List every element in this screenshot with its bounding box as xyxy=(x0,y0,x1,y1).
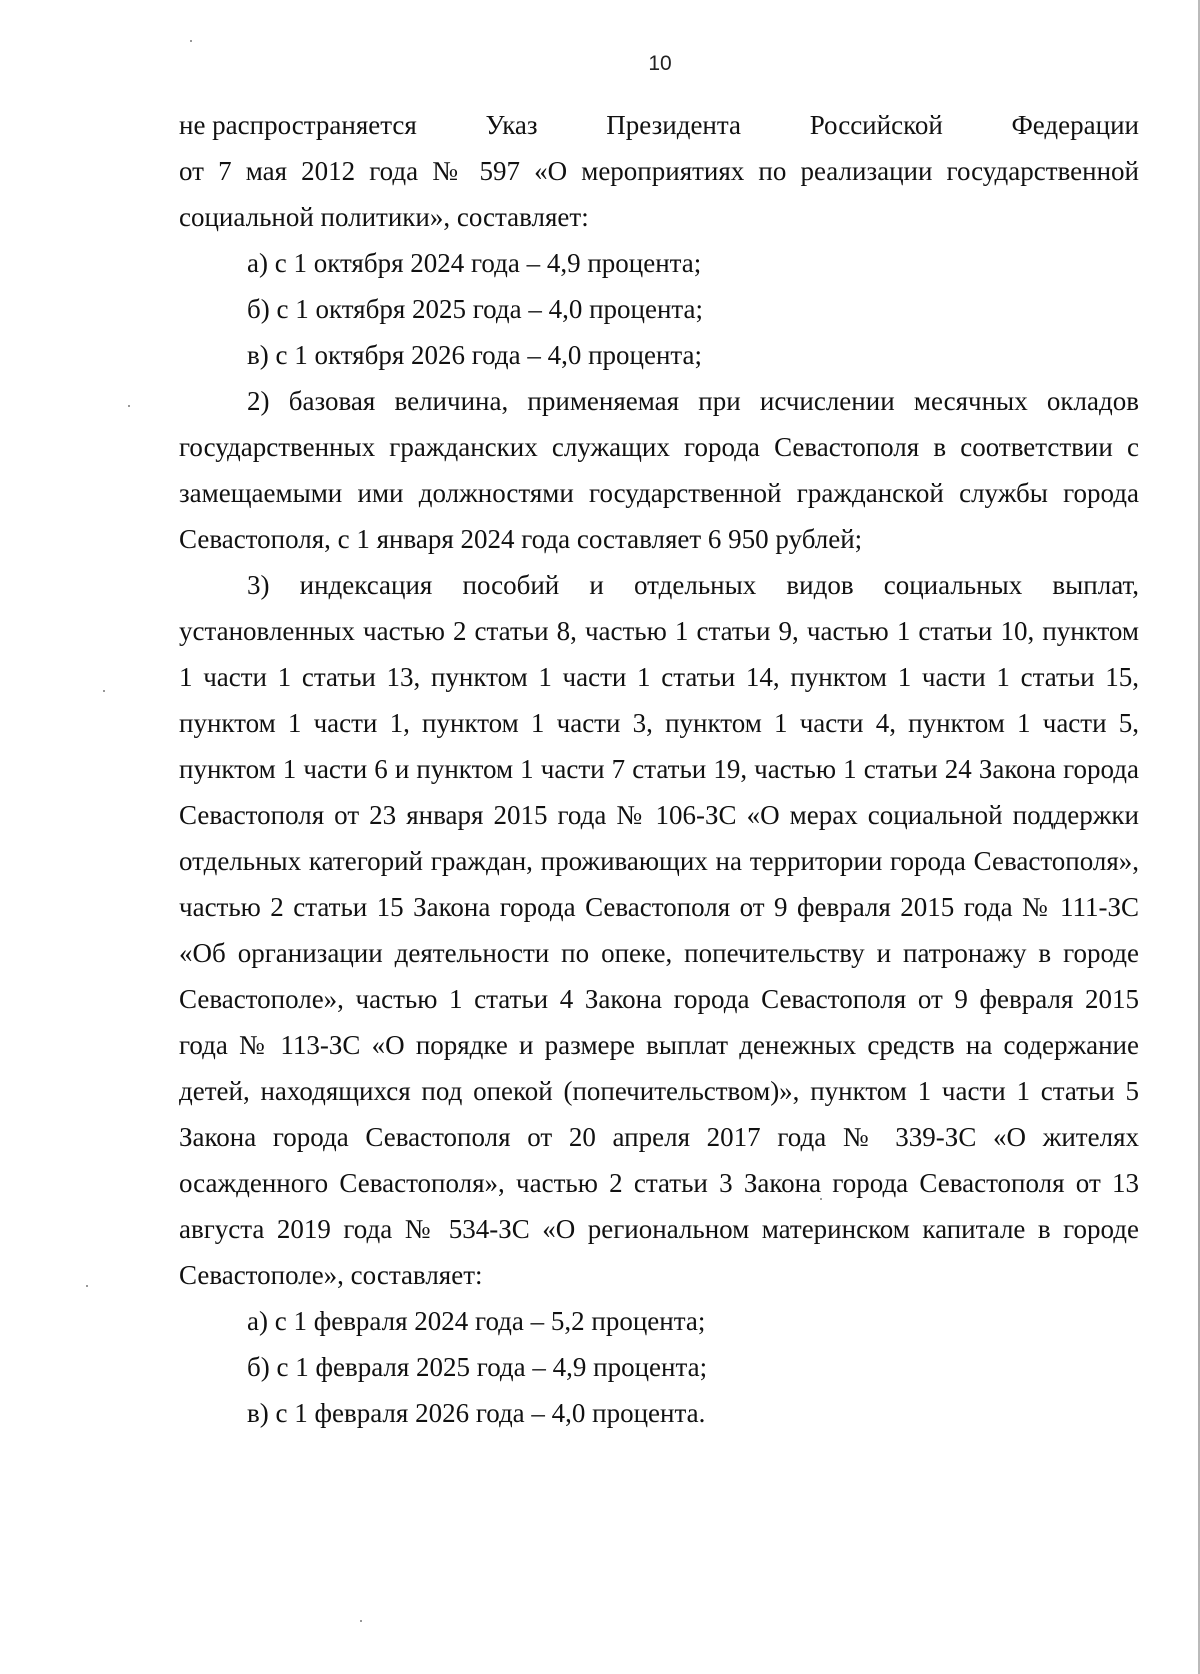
scan-speck xyxy=(360,1620,362,1622)
list-item-2b: б) с 1 февраля 2025 года – 4,9 процента; xyxy=(247,1352,708,1382)
paragraph-1-continuation: от 7 мая 2012 года № 597 «О мероприятиях по реализации государственной социальной политики», составляет: xyxy=(179,156,1139,232)
text-fragment: Указ xyxy=(485,110,538,140)
text-fragment: Российской xyxy=(809,110,943,140)
paragraph-1-first-line xyxy=(179,102,1139,148)
scan-speck xyxy=(820,1198,822,1200)
text-fragment: Федерации xyxy=(1011,110,1139,140)
scan-speck xyxy=(86,1285,88,1287)
scan-speck xyxy=(128,405,130,407)
list-item-2a: а) с 1 февраля 2024 года – 5,2 процента; xyxy=(247,1306,706,1336)
list-item-2c: в) с 1 февраля 2026 года – 4,0 процента. xyxy=(247,1398,706,1428)
list-item-1c: в) с 1 октября 2026 года – 4,0 процента; xyxy=(247,340,703,370)
list-item-1a: а) с 1 октября 2024 года – 4,9 процента; xyxy=(247,248,702,278)
paragraph-2-base-value: 2) базовая величина, применяемая при исчислении месячных окладов государственных гражданских служащих города Севастополя в соответствии с замещаемыми ими должностями государственной гражданской службы города Севастополя, с 1 января 2024 года составляет 6 950 рублей; xyxy=(179,386,1139,554)
paragraph-3-indexation: 3) индексация пособий и отдельных видов социальных выплат, установленных частью 2 статьи 8, частью 1 статьи 9, частью 1 статьи 10, пунктом 1 части 1 статьи 13, пунктом 1 части 1 статьи 14, пунктом 1 части 1 статьи 15, пунктом 1 части 1, пунктом 1 части 3, пунктом 1 части 4, пунктом 1 части 5, пунктом 1 части 6 и пунктом 1 части 7 статьи 19, частью 1 статьи 24 Закона города Севастополя от 23 января 2015 года № 106-ЗС «О мерах социальной поддержки отдельных категорий граждан, проживающих на территории города Севастополя», частью 2 статьи 15 Закона города Севастополя от 9 февраля 2015 года № 111-ЗС «Об организации деятельности по опеке, попечительству и патронажу в городе Севастополе», частью 1 статьи 4 Закона города Севастополя от 9 февраля 2015 года № 113-ЗС «О порядке и размере выплат денежных средств на содержание детей, находящихся под опекой (попечительством)», пунктом 1 части 1 статьи 5 Закона города Севастополя от 20 апреля 2017 года № 339-ЗС «О жителях осажденного Севастополя», частью 2 статьи 3 Закона города Севастополя от 13 августа 2019 года № 534-ЗС «О региональном материнском капитале в городе Севастополе», составляет: xyxy=(179,570,1139,1290)
text-fragment: не распространяется xyxy=(179,110,417,140)
scan-speck xyxy=(190,40,192,42)
document-body xyxy=(179,102,1139,1436)
text-fragment: Президента xyxy=(606,110,741,140)
page-number: 10 xyxy=(648,52,672,75)
scan-speck xyxy=(103,690,105,692)
list-item-1b: б) с 1 октября 2025 года – 4,0 процента; xyxy=(247,294,704,324)
